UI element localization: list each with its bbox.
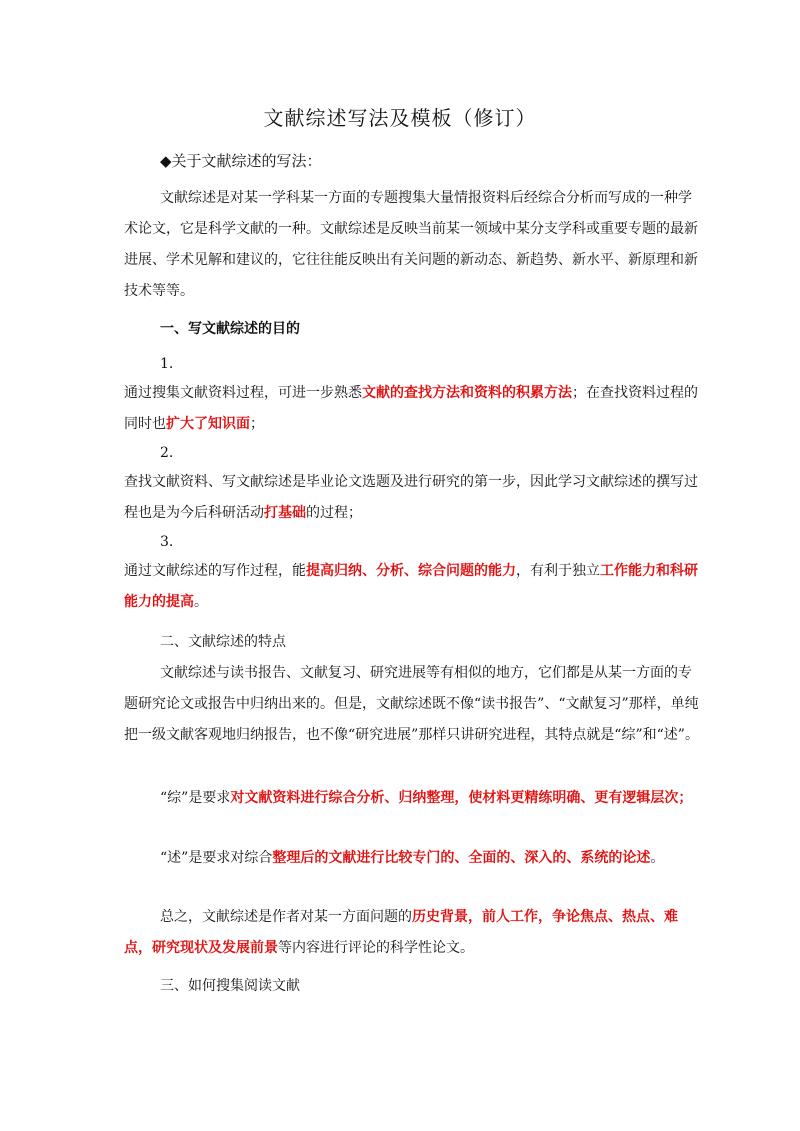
highlight: 历史背景，前人工作，争论焦点、热点、难点，研究现状及发展前景 xyxy=(124,909,678,956)
text: 查找文献资料、写文献综述是毕业论文选题及进行研究的第一步，因此学习文献综述的撰写过程也是为今后科研活动 xyxy=(124,474,698,521)
item-number-1: 1. xyxy=(160,356,174,372)
highlight: 文献的查找方法和资料的积累方法 xyxy=(362,385,572,401)
text: ，有利于独立 xyxy=(516,563,600,579)
purpose-item-3 xyxy=(124,556,704,618)
text: 通过搜集文献资料过程，可进一步熟悉 xyxy=(124,385,362,401)
purpose-item-2 xyxy=(124,467,704,529)
text: 。 xyxy=(194,594,208,610)
text: 通过文献综述的写作过程，能 xyxy=(124,563,306,579)
text: 。 xyxy=(650,850,665,866)
text: ；在查找资料过程的同时也 xyxy=(124,385,698,432)
text: “综”是要求 xyxy=(160,790,231,806)
section-subtitle: ◆关于文献综述的写法： xyxy=(160,152,322,170)
text: “述”是要求对综合 xyxy=(160,850,273,866)
features-paragraph: 文献综述与读书报告、文献复习、研究进展等有相似的地方，它们都是从某一方面的专题研究论文或报告中归纳出来的。但是，文献综述既不像“读书报告”、“文献复习”那样，单纯把一级文献客观地归纳报告，也不像“研究进展”那样只讲研究进程，其特点就是“综”和“述”。 xyxy=(124,665,699,743)
text: 的过程； xyxy=(306,505,362,521)
heading-purpose: 一、写文献综述的目的 xyxy=(160,321,300,337)
text: 总之，文献综述是作者对某一方面问题的 xyxy=(160,909,412,925)
highlight: 工作能力和科研能力的提高 xyxy=(124,563,698,610)
text: 等内容进行评论的科学性论文。 xyxy=(278,940,474,956)
text: ； xyxy=(250,416,264,432)
highlight: 提高归纳、分析、综合问题的能力 xyxy=(306,563,516,579)
heading-features: 二、文献综述的特点 xyxy=(160,634,286,650)
item-number-3: 3. xyxy=(160,534,174,550)
intro-paragraph: 文献综述是对某一学科某一方面的专题搜集大量情报资料后经综合分析而写成的一种学术论文，它是科学文献的一种。文献综述是反映当前某一领域中某分支学科或重要专题的最新进展、学术见解和建议的，它往往能反映出有关问题的新动态、新趋势、新水平、新原理和新技术等等。 xyxy=(124,190,698,299)
highlight: 打基础 xyxy=(264,505,306,521)
document-title: 文献综述写法及模板（修订） xyxy=(263,106,537,130)
highlight: 整理后的文献进行比较专门的、全面的、深入的、系统的论述 xyxy=(272,850,651,866)
heading-collect-literature: 三、如何搜集阅读文献 xyxy=(160,978,300,994)
summary-paragraph xyxy=(124,902,704,964)
item-number-2: 2. xyxy=(160,445,174,461)
shu-paragraph xyxy=(124,843,704,874)
purpose-item-1 xyxy=(124,378,704,440)
highlight: 对文献资料进行综合分析、归纳整理，使材料更精练明确、更有逻辑层次； xyxy=(230,790,693,806)
zong-paragraph xyxy=(124,783,704,814)
highlight: 扩大了知识面 xyxy=(166,416,250,432)
